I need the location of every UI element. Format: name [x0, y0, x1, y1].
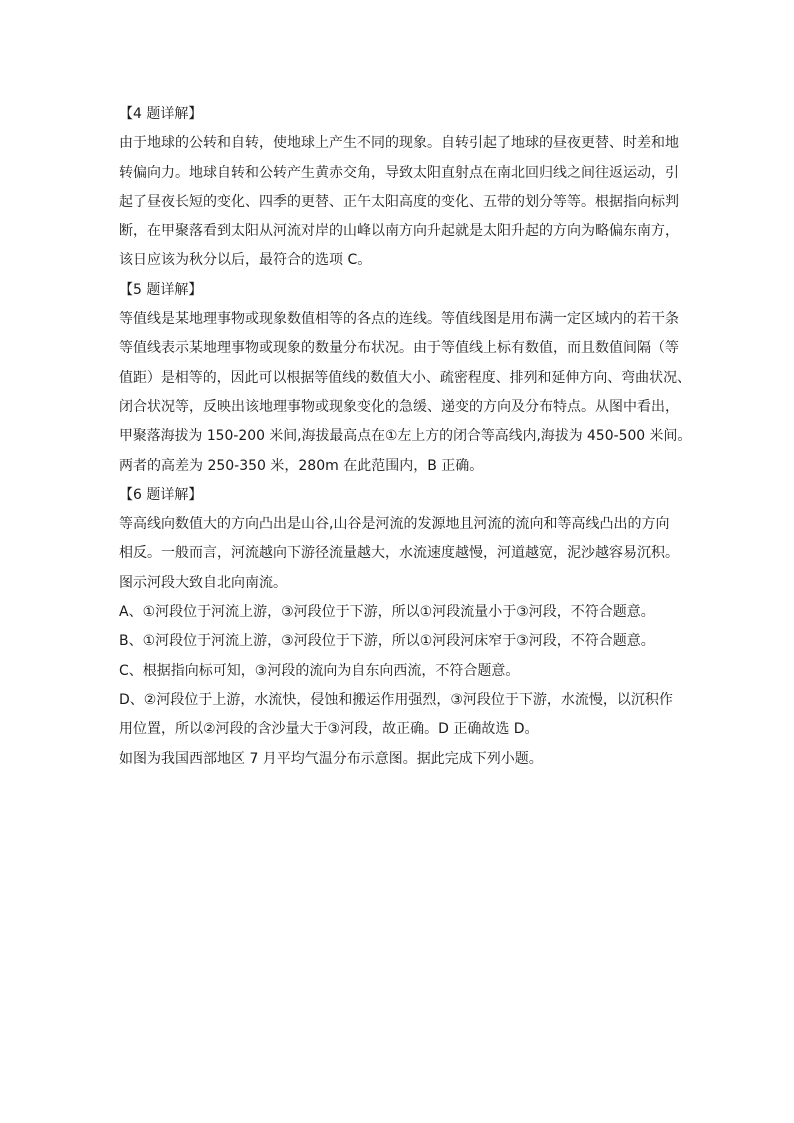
paragraph-line: 该日应该为秋分以后，最符合的选项 C。 — [119, 252, 372, 269]
paragraph-line: 值距）是相等的，因此可以根据等值线的数值大小、疏密程度、排列和延伸方向、弯曲状况、 — [119, 369, 691, 386]
section-heading-6: 【6 题详解】 — [119, 486, 203, 503]
section-heading-5: 【5 题详解】 — [119, 281, 203, 298]
paragraph-line: 转偏向力。地球自转和公转产生黄赤交角，导致太阳直射点在南北回归线之间往返运动，引 — [119, 164, 679, 181]
paragraph-line: 起了昼夜长短的变化、四季的更替、正午太阳高度的变化、五带的划分等等。根据指向标判 — [119, 193, 679, 210]
paragraph-line: 用位置，所以②河段的含沙量大于③河段，故正确。D 正确故选 D。 — [119, 721, 539, 738]
paragraph-line: 两者的高差为 250-350 米，280m 在此范围内，B 正确。 — [119, 457, 484, 474]
paragraph-line: 等值线表示某地理事物或现象的数量分布状况。由于等值线上标有数值，而且数值间隔（等 — [119, 340, 679, 357]
paragraph-line: 等值线是某地理事物或现象数值相等的各点的连线。等值线图是用布满一定区域内的若干条 — [119, 311, 679, 328]
paragraph-line: 由于地球的公转和自转，使地球上产生不同的现象。自转引起了地球的昼夜更替、时差和地 — [119, 135, 679, 152]
option-line-b: B、①河段位于河流上游，③河段位于下游，所以①河段河床窄于③河段，不符合题意。 — [119, 633, 655, 650]
option-line-a: A、①河段位于河流上游，③河段位于下游，所以①河段流量小于③河段，不符合题意。 — [119, 604, 655, 621]
option-line-c: C、根据指向标可知，③河段的流向为自东向西流，不符合题意。 — [119, 662, 520, 679]
paragraph-line: 断，在甲聚落看到太阳从河流对岸的山峰以南方向升起就是太阳升起的方向为略偏东南方， — [119, 223, 679, 240]
section-heading-4: 【4 题详解】 — [119, 106, 203, 122]
document-body — [119, 100, 691, 774]
paragraph-line: 相反。一般而言，河流越向下游径流量越大，水流速度越慢，河道越宽，泥沙越容易沉积。 — [119, 545, 679, 562]
paragraph-line: 甲聚落海拔为 150-200 米间,海拔最高点在①左上方的闭合等高线内,海拔为 450-500 米间。 — [119, 428, 692, 445]
paragraph-line: 等高线向数值大的方向凸出是山谷,山谷是河流的发源地且河流的流向和等高线凸出的方向 — [119, 516, 670, 533]
question-intro-line: 如图为我国西部地区 7 月平均气温分布示意图。据此完成下列小题。 — [119, 750, 543, 767]
option-line-d: D、②河段位于上游，水流快，侵蚀和搬运作用强烈，③河段位于下游，水流慢，以沉积作 — [119, 691, 673, 708]
paragraph-line: 闭合状况等，反映出该地理事物或现象变化的急缓、递变的方向及分布特点。从图中看出， — [119, 398, 679, 415]
paragraph-line: 图示河段大致自北向南流。 — [119, 574, 287, 591]
